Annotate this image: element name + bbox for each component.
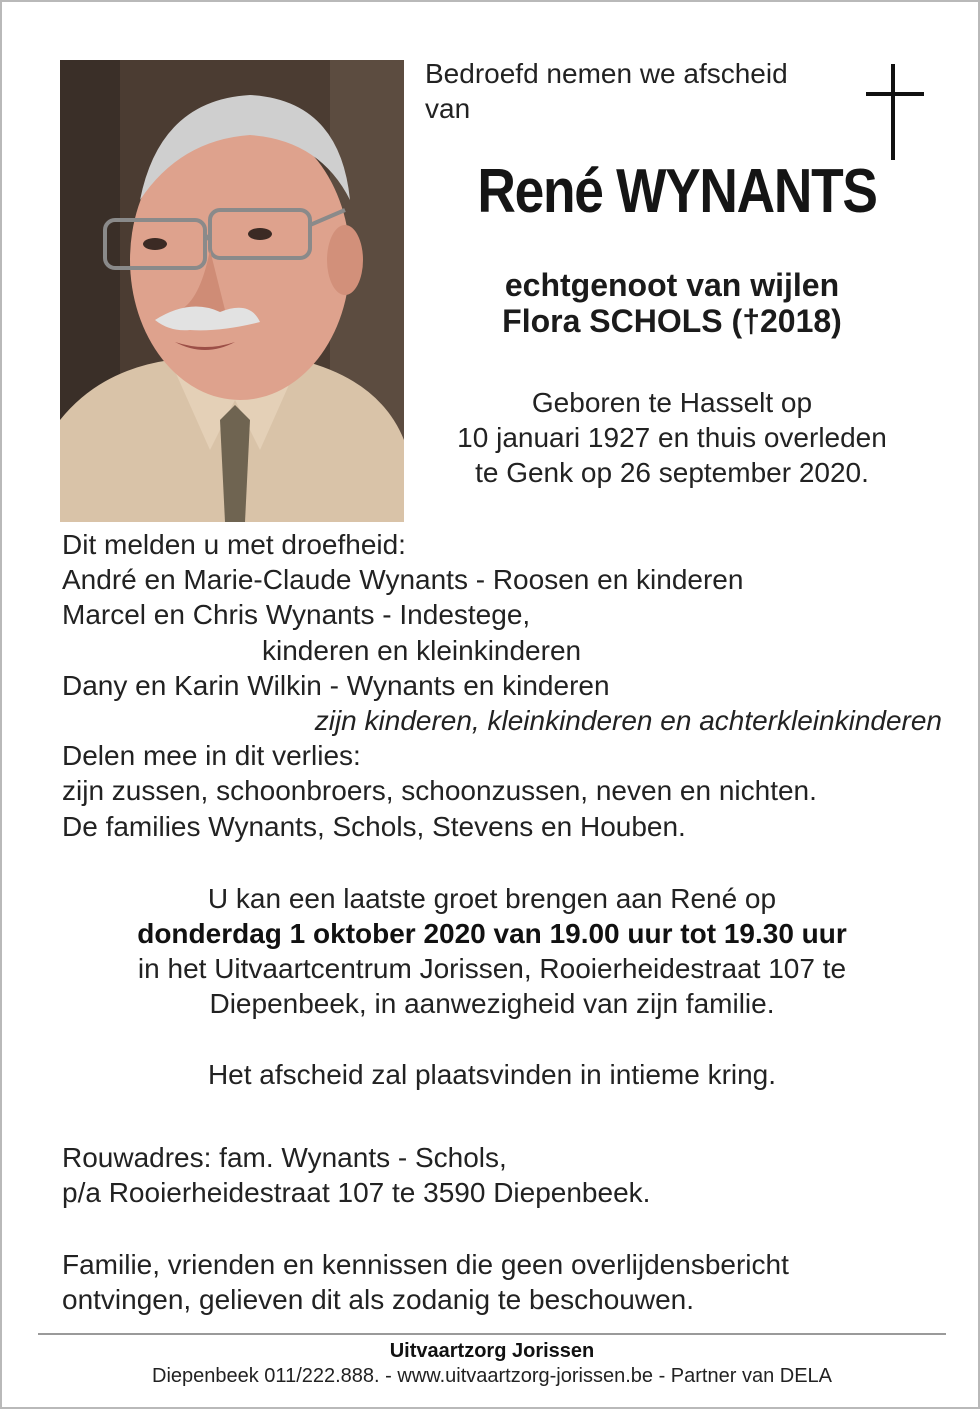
footer-divider [38,1333,946,1335]
farewell-info: Het afscheid zal plaatsvinden in intieme kring. [207,1059,777,1090]
share-line: De families Wynants, Schols, Stevens en Houben. [62,810,686,842]
family-line: André en Marie-Claude Wynants - Roosen en kinderen [62,564,744,596]
spouse-line: echtgenoot van wijlen [504,267,840,303]
address-line: p/a Rooierheidestraat 107 te 3590 Diepenbeek. [62,1177,651,1208]
portrait-illustration [60,60,404,522]
born-line: 10 januari 1927 en thuis overleden [457,422,887,453]
cross-icon [866,64,924,160]
family-heading: Dit melden u met droefheid: [62,529,406,560]
portrait-photo [60,60,404,522]
born-line: Geboren te Hasselt op [531,387,813,418]
share-line: zijn zussen, schoonbroers, schoonzussen, neven en nichten. [62,775,817,807]
intro-line: van [425,93,471,124]
family-line: Marcel en Chris Wynants - Indestege, [62,599,531,631]
visit-line: U kan een laatste groet brengen aan René op [207,883,777,914]
family-line: Dany en Karin Wilkin - Wynants en kinderen [62,669,610,701]
deceased-name: René WYNANTS [477,157,877,226]
birth-death-info [422,385,922,490]
spouse-line: Flora SCHOLS (†2018) [502,303,842,339]
visit-line: in het Uitvaartcentrum Jorissen, Rooierheidestraat 107 te [137,953,847,984]
visitation-info [42,881,942,1021]
notice-text [62,1247,942,1317]
family-summary: zijn kinderen, kleinkinderen en achterkleinkinderen [314,705,942,737]
born-line: te Genk op 26 september 2020. [475,457,869,488]
intro-line: Bedroefd nemen we afscheid [425,58,788,89]
spouse-info [422,267,922,339]
notice-line: ontvingen, gelieven dit als zodanig te beschouwen. [62,1284,694,1315]
notice-line: Familie, vrienden en kennissen die geen overlijdensbericht [62,1249,789,1280]
intro-text [425,56,788,126]
visit-line: Diepenbeek, in aanwezigheid van zijn familie. [209,988,775,1019]
cross-vertical [891,64,895,160]
address-line: Rouwadres: fam. Wynants - Schols, [62,1142,507,1173]
funeral-home-name: Uitvaartzorg Jorissen [389,1340,595,1362]
funeral-home-contact: Diepenbeek 011/222.888. - www.uitvaartzorg-jorissen.be - Partner van DELA [152,1365,832,1387]
family-announcement [62,527,942,844]
cross-horizontal [866,92,924,96]
family-line: kinderen en kleinkinderen [262,634,582,666]
share-heading: Delen mee in dit verlies: [62,740,361,772]
mourning-address [62,1140,942,1210]
visit-datetime: donderdag 1 oktober 2020 van 19.00 uur tot 19.30 uur [137,918,847,949]
